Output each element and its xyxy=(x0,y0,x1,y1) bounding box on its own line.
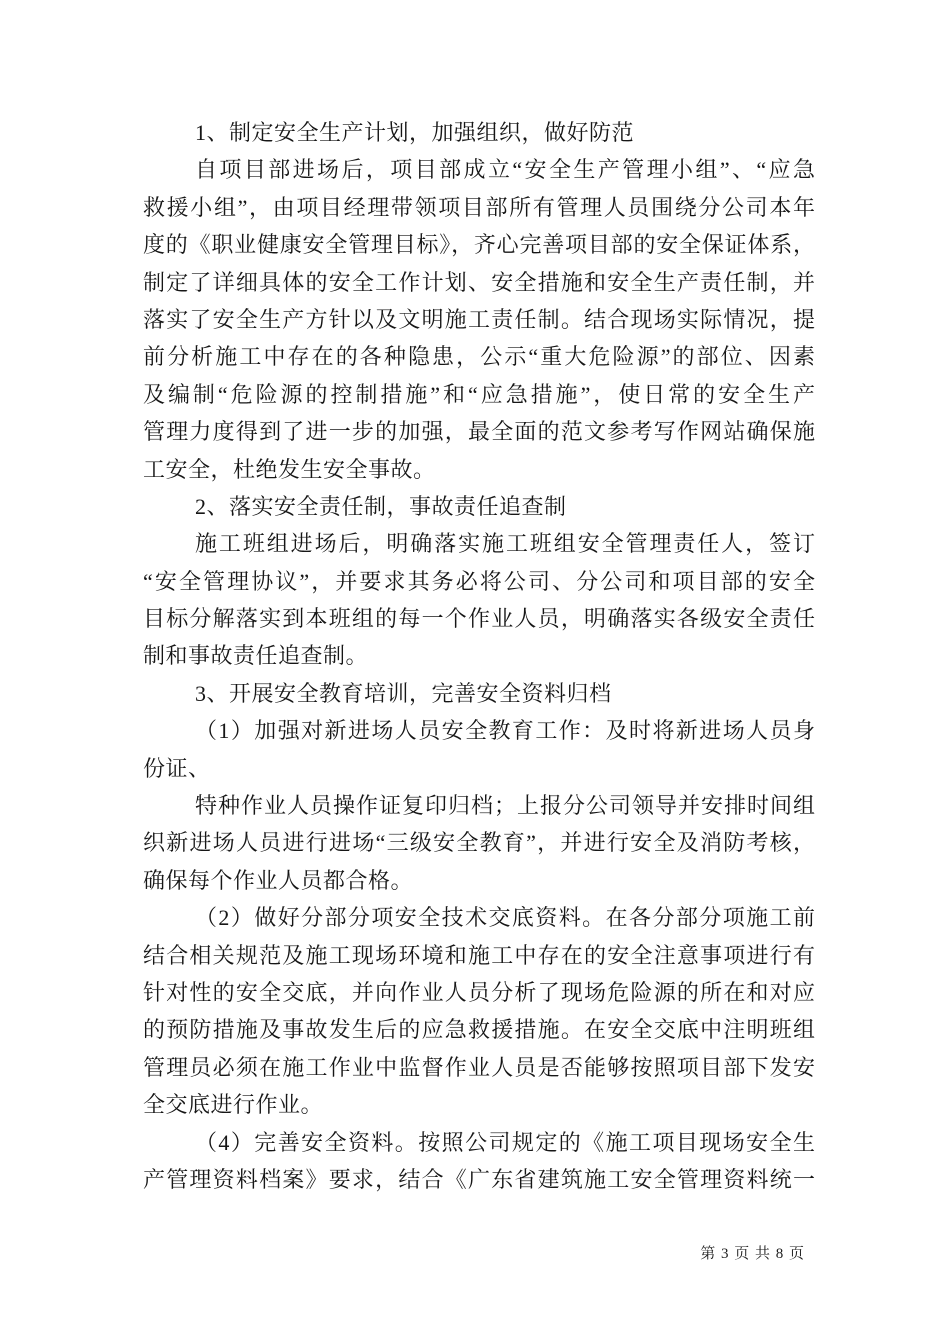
text-line: 2、落实安全责任制，事故责任追查制 xyxy=(195,493,567,519)
text-line: 救援小组”，由项目经理带领项目部所有管理人员围绕分公司本年 xyxy=(143,194,815,220)
text-line: 落实了安全生产方针以及文明施工责任制。结合现场实际情况，提 xyxy=(143,306,815,332)
document-body xyxy=(143,114,815,1198)
text-line: 制定了详细具体的安全工作计划、安全措施和安全生产责任制，并 xyxy=(143,269,815,295)
text-line: 制和事故责任追查制。 xyxy=(143,643,369,669)
text-line: 工安全，杜绝发生安全事故。 xyxy=(143,456,436,482)
text-line: “安全管理协议”，并要求其务必将公司、分公司和项目部的安全 xyxy=(143,568,815,594)
text-line: 确保每个作业人员都合格。 xyxy=(143,867,414,893)
text-line: 特种作业人员操作证复印归档；上报分公司领导并安排时间组 xyxy=(195,793,815,819)
text-line: （1）加强对新进场人员安全教育工作：及时将新进场人员身 xyxy=(195,718,815,744)
text-line: 前分析施工中存在的各种隐患，公示“重大危险源”的部位、因素 xyxy=(143,344,815,370)
text-line: 自项目部进场后，项目部成立“安全生产管理小组”、“应急 xyxy=(195,157,815,183)
text-line: 目标分解落实到本班组的每一个作业人员，明确落实各级安全责任 xyxy=(143,606,815,632)
text-line: 3、开展安全教育培训，完善安全资料归档 xyxy=(195,680,612,706)
text-line: 结合相关规范及施工现场环境和施工中存在的安全注意事项进行有 xyxy=(143,942,815,968)
text-line: 管理员必须在施工作业中监督作业人员是否能够按照项目部下发安 xyxy=(143,1054,815,1080)
text-line: 全交底进行作业。 xyxy=(143,1092,324,1118)
text-line: 的预防措施及事故发生后的应急救援措施。在安全交底中注明班组 xyxy=(143,1017,815,1043)
text-line: 施工班组进场后，明确落实施工班组安全管理责任人，签订 xyxy=(195,531,815,557)
text-line: 针对性的安全交底，并向作业人员分析了现场危险源的所在和对应 xyxy=(143,979,815,1005)
text-line: （4）完善安全资料。按照公司规定的《施工项目现场安全生 xyxy=(195,1129,815,1155)
text-line: （2）做好分部分项安全技术交底资料。在各分部分项施工前 xyxy=(195,905,815,931)
text-line: 1、制定安全生产计划，加强组织，做好防范 xyxy=(195,120,635,145)
text-line: 织新进场人员进行进场“三级安全教育”，并进行安全及消防考核， xyxy=(143,830,815,856)
text-line: 产管理资料档案》要求，结合《广东省建筑施工安全管理资料统一 xyxy=(143,1166,815,1192)
text-line: 管理力度得到了进一步的加强，最全面的范文参考写作网站确保施 xyxy=(143,419,815,445)
page-number-footer: 第 3 页 共 8 页 xyxy=(700,1246,805,1262)
text-line: 份证、 xyxy=(143,755,211,781)
text-line: 度的《职业健康安全管理目标》，齐心完善项目部的安全保证体系， xyxy=(143,232,815,258)
text-line: 及编制“危险源的控制措施”和“应急措施”，使日常的安全生产 xyxy=(143,381,815,407)
